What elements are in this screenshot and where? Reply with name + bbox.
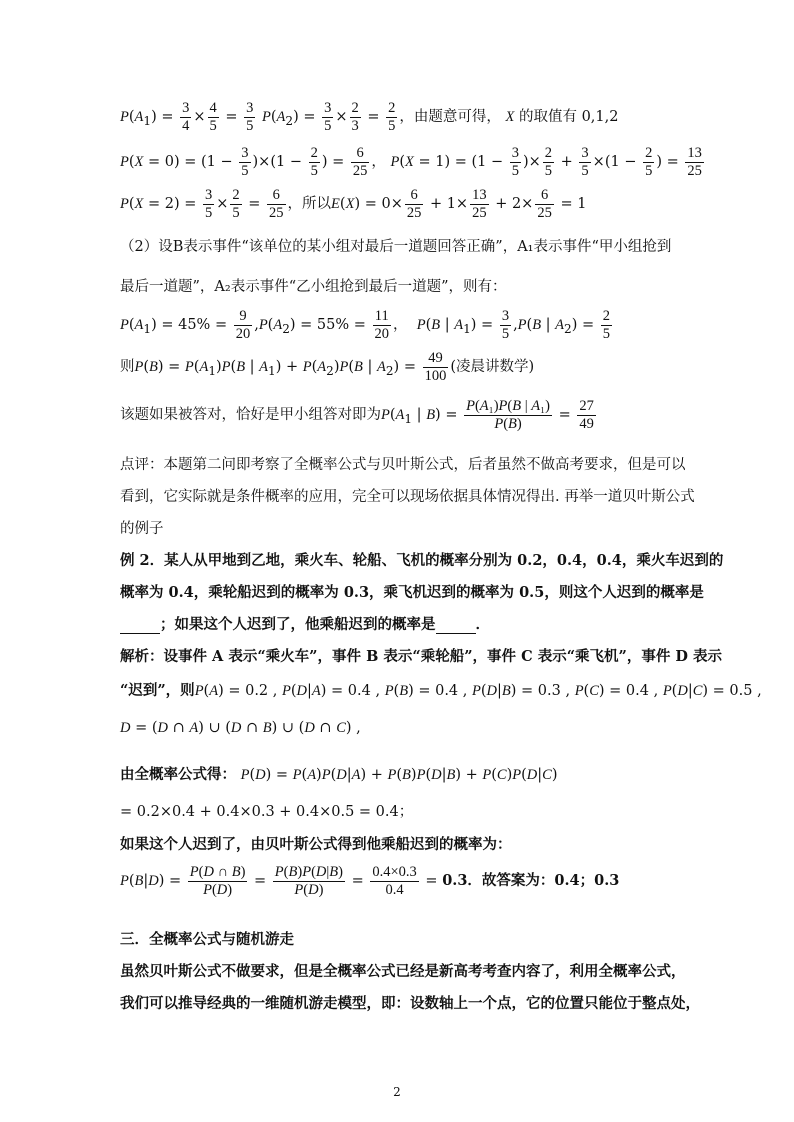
text-fragment: 该题如果被答对，恰好是甲小组答对即为	[120, 407, 381, 424]
comment-line-3: 的例子	[120, 521, 164, 537]
text-fragment: 所以	[302, 196, 332, 213]
para3-line-1: 虽然贝叶斯公式不做要求，但是全概率公式已经是新高考考查内容了，利用全概率公式，	[120, 963, 686, 980]
section-3-heading: 三．全概率公式与随机游走	[120, 931, 294, 948]
calc-line: = 0.2×0.4 + 0.4×0.3 + 0.4×0.5 = 0.4；	[120, 804, 414, 820]
watermark-text: (凌晨讲数学)	[450, 359, 535, 376]
bayes-label: 如果这个人迟到了，由贝叶斯公式得到他乘船迟到的概率为：	[120, 836, 512, 853]
example2-line-3	[120, 613, 490, 634]
formula-line-posterior: 该题如果被答对，恰好是甲小组答对即为$P(A_1$ | B) = $\frac{\text{P(A₁)P(B | A₁)}}{P(B)}$ = $\frac{27}{49}$	[120, 398, 594, 432]
example2-line-1: 例 2．某人从甲地到乙地，乘火车、轮船、飞机的概率分别为 0.2，0.4，0.4，乘火车迟到的	[120, 552, 724, 569]
formula-line-px2: P(X = 2) = $\frac{3}{5}$ × $\frac{2}{5}$ = $\frac{6}{25}$ ，所以E(X) = 0× $\frac{6}{25}$ + 1× $\frac{13}{25}$ + 2× $\frac{6}{25}$ = 1	[120, 187, 587, 221]
formula-line-bayes: P(B|D) = $\frac{P(D \cap B)}{P(D)}$ = $\frac{P(B)P(D|B)}{P(D)}$ = $\frac{0.4\times 0.3}{0.4}$ = 0.3．故答案为：0.4；0.3	[120, 864, 620, 898]
para3-line-2: 我们可以推导经典的一维随机游走模型，即：设数轴上一个点，它的位置只能位于整点处，	[120, 995, 700, 1012]
text-fragment: 0,1,2	[581, 109, 619, 126]
q2-line-2: 最后一道题”，A₂表示事件“乙小组抢到最后一道题”，则有：	[120, 279, 507, 295]
comment-line-2: 看到，它实际就是条件概率的应用，完全可以现场依据具体情况得出. 再举一道贝叶斯公式	[120, 489, 695, 505]
example2-line-2: 概率为 0.4，乘轮船迟到的概率为 0.3，乘飞机迟到的概率为 0.5，则这个人迟到的概率是	[120, 584, 704, 601]
answer-blank-2	[436, 619, 476, 634]
formula-line-pb: 则$P(B) = P(A_1)P(B$ | $A_1) + P(A_2)P(B$ | $A_2$) = $\frac{49}{100}$ (凌晨讲数学)	[120, 350, 535, 384]
q2-line-1: （2）设B表示事件“该单位的某小组对最后一道题回答正确”，A₁表示事件“甲小组抢到	[120, 239, 672, 255]
text-fragment: 则	[120, 359, 135, 376]
page-number: 2	[393, 1085, 401, 1099]
formula-line-px0: P(X = 0) = (1 − $\frac{3}{5}$ )×(1 − $\frac{2}{5}$ ) = $\frac{6}{25}$ ， P(X = 1) = (1 − $\frac{3}{5}$ )× $\frac{2}{5}$ + $\frac{3}{5}$ ×(1 − $\frac{2}{5}$ ) = $\frac{13}{25}$	[120, 145, 702, 179]
text-fragment: 由全概率公式得：	[120, 766, 236, 783]
formula-line-priors: $P(A_1) = 45\%$ = $\frac{9}{20}$ $,P(A_2) = 55\%$ = $\frac{11}{20}$ ， P(B | $A_1$) = $\frac{3}{5}$ ,P(B | $A_2$) = $\frac{2}{5}$	[120, 308, 610, 342]
solution-line-2: “迟到”，则P(A) = 0.2 , P(D|A) = 0.4 , P(B) = 0.4 , P(D|B) = 0.3 , P(C) = 0.4 , P(D|C) = 0.5 ,	[120, 682, 762, 699]
formula-line-union: D = (D ∩ A) ∪ (D ∩ B) ∪ (D ∩ C) ,	[120, 720, 361, 736]
text-fragment: ；如果这个人迟到了，他乘船迟到的概率是	[160, 616, 436, 633]
text-fragment: ，由题意可得，	[399, 109, 501, 126]
solution-line-1: 解析：设事件 A 表示“乘火车”，事件 B 表示“乘轮船”，事件 C 表示“乘飞机”，事件 D 表示	[120, 648, 723, 665]
answer-blank-1	[120, 619, 160, 634]
text-fragment: 的取值有	[518, 109, 577, 126]
text-fragment: 0.3．故答案为：0.4；0.3	[442, 872, 620, 890]
comment-line-1: 点评：本题第二问即考察了全概率公式与贝叶斯公式，后者虽然不做高考要求，但是可以	[120, 457, 686, 473]
text-fragment: “迟到”，则	[120, 682, 195, 699]
formula-line-pa: $P(A_1)$ = $\frac{3}{4}$ × $\frac{4}{5}$ = $\frac{3}{5}$ $P(A_2)$ = $\frac{3}{5}$ × $\frac{2}{3}$ = $\frac{2}{5}$ ，由题意可得， X 的取值有 0,1,2	[120, 100, 619, 134]
text-fragment: ．	[475, 616, 490, 633]
formula-line-total: 由全概率公式得： P(D) = P(A)P(D|A) + P(B)P(D|B) + P(C)P(D|C)	[120, 766, 558, 783]
